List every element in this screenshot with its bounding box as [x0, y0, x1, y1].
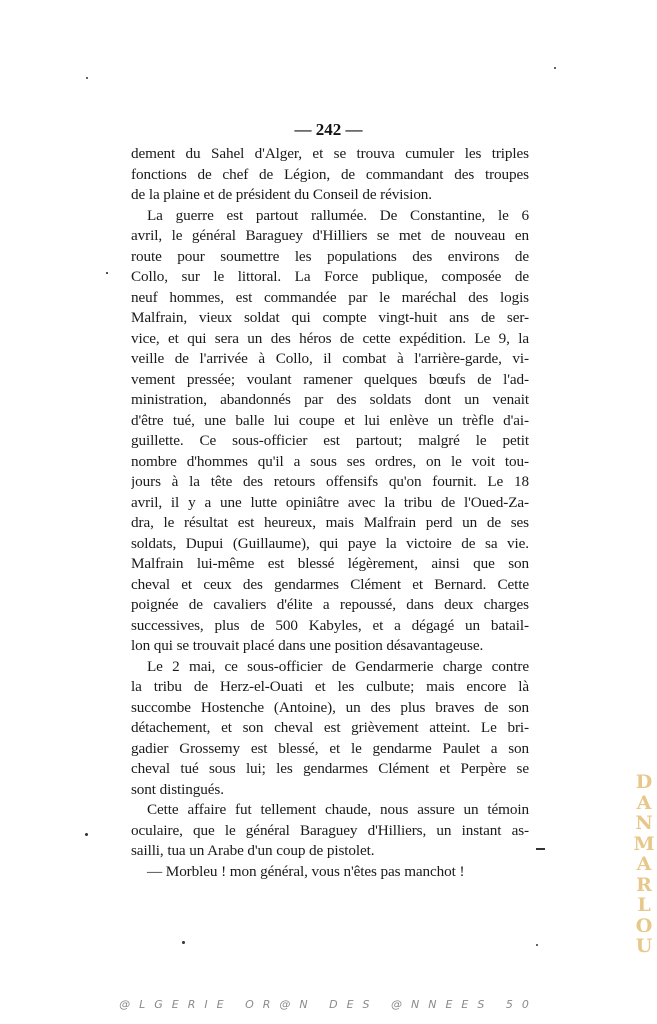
- text-line: successives, plus de 500 Kabyles, et a dégagé un batail-: [131, 616, 529, 634]
- scan-speck: [536, 848, 545, 850]
- side-stamp-letter: A: [636, 853, 652, 875]
- text-line: fonctions de chef de Légion, de commandant des troupes: [131, 165, 529, 183]
- text-line: dra, le résultat est heureux, mais Malfrain perd un de ses: [131, 514, 529, 531]
- text-line: avril, il y a une lutte opiniâtre avec la tribu de l'Oued-Za-: [131, 493, 529, 511]
- scan-speck: [536, 944, 538, 946]
- text-line: de la plaine et de président du Conseil de révision.: [131, 186, 432, 203]
- side-stamp-letter: R: [636, 873, 652, 896]
- text-line: avril, le général Baraguey d'Hilliers se met de nouveau en: [131, 227, 529, 244]
- side-stamp-letter: U: [635, 935, 653, 957]
- text-line: gadier Grossemy est blessé, et le gendarme Paulet a son: [131, 739, 529, 757]
- scan-speck: [85, 833, 88, 836]
- text-line: vement pressée; voulant ramener quelques bœufs de l'ad-: [131, 370, 529, 388]
- text-line: cheval et ceux des gendarmes Clément et Bernard. Cette: [131, 575, 529, 593]
- text-line: soldats, Dupui (Guillaume), qui paye la victoire de sa vie.: [131, 534, 529, 552]
- text-line: Collo, sur le littoral. La Force publique, composée de: [131, 268, 529, 285]
- text-line: nombre d'hommes qu'il a sous ses ordres, on le voit tou-: [131, 452, 529, 470]
- scan-speck: [86, 77, 88, 79]
- side-stamp-letter: A: [636, 791, 652, 814]
- side-stamp-letter: L: [637, 894, 651, 916]
- text-line: dement du Sahel d'Alger, et se trouva cumuler les triples: [131, 145, 529, 162]
- side-stamp-watermark: [631, 772, 657, 957]
- text-line: détachement, et son cheval est grièvement atteint. Le bri-: [131, 719, 529, 736]
- text-line: Malfrain lui-même est blessé légèrement, ainsi que son: [131, 555, 529, 572]
- text-line: vice, et qui sera un des héros de cette expédition. Le 9, la: [131, 329, 529, 347]
- text-line: cheval tué sous lui; les gendarmes Clément et Perpère se: [131, 760, 529, 777]
- text-line: Le 2 mai, ce sous-officier de Gendarmerie charge contre: [147, 657, 529, 675]
- text-line: la tribu de Herz-el-Ouati et les culbute; mais encore là: [131, 678, 529, 695]
- text-line: lon qui se trouvait placé dans une position désavantageuse.: [131, 637, 484, 654]
- text-line: La guerre est partout rallumée. De Constantine, le 6: [147, 206, 529, 224]
- body-text: [131, 144, 529, 882]
- text-line: guillette. Ce sous-officier est partout; malgré le petit: [131, 432, 529, 449]
- side-stamp-letter: N: [635, 812, 653, 834]
- text-line: poignée de cavaliers d'élite a repoussé, dans deux charges: [131, 596, 529, 613]
- text-line: — Morbleu ! mon général, vous n'êtes pas manchot !: [147, 862, 465, 880]
- scan-speck: [182, 941, 185, 944]
- text-line: jours à la tête des retours offensifs qu'on fournit. Le 18: [131, 473, 529, 490]
- text-line: sailli, tua un Arabe d'un coup de pistolet.: [131, 842, 375, 859]
- text-line: ministration, abandonnés par des soldats dont un venait: [131, 391, 529, 408]
- side-stamp-letter: O: [635, 914, 653, 937]
- scan-speck: [106, 272, 108, 274]
- text-line: succombe Hostenche (Antoine), un des plus braves de son: [131, 698, 529, 716]
- text-line: neuf hommes, est commandée par le maréchal des logis: [131, 288, 529, 306]
- text-line: Malfrain, vieux soldat qui compte vingt-huit ans de ser-: [131, 309, 529, 326]
- text-line: sont distingués.: [131, 780, 224, 798]
- text-line: Cette affaire fut tellement chaude, nous assure un témoin: [147, 801, 529, 818]
- text-line: d'être tué, une balle lui coupe et lui enlève un trèfle d'ai-: [131, 411, 529, 429]
- footer-watermark: @LGERIE OR@N DES @NNEES 50: [119, 998, 538, 1011]
- scan-speck: [554, 67, 556, 69]
- side-stamp-letter: D: [635, 771, 653, 793]
- side-stamp-letter: M: [633, 832, 655, 855]
- text-line: veille de l'arrivée à Collo, il combat à l'arrière-garde, vi-: [131, 350, 529, 367]
- text-line: oculaire, que le général Baraguey d'Hilliers, un instant as-: [131, 821, 529, 839]
- page-number: — 242 —: [294, 120, 363, 139]
- text-line: route pour soumettre les populations des environs de: [131, 247, 529, 265]
